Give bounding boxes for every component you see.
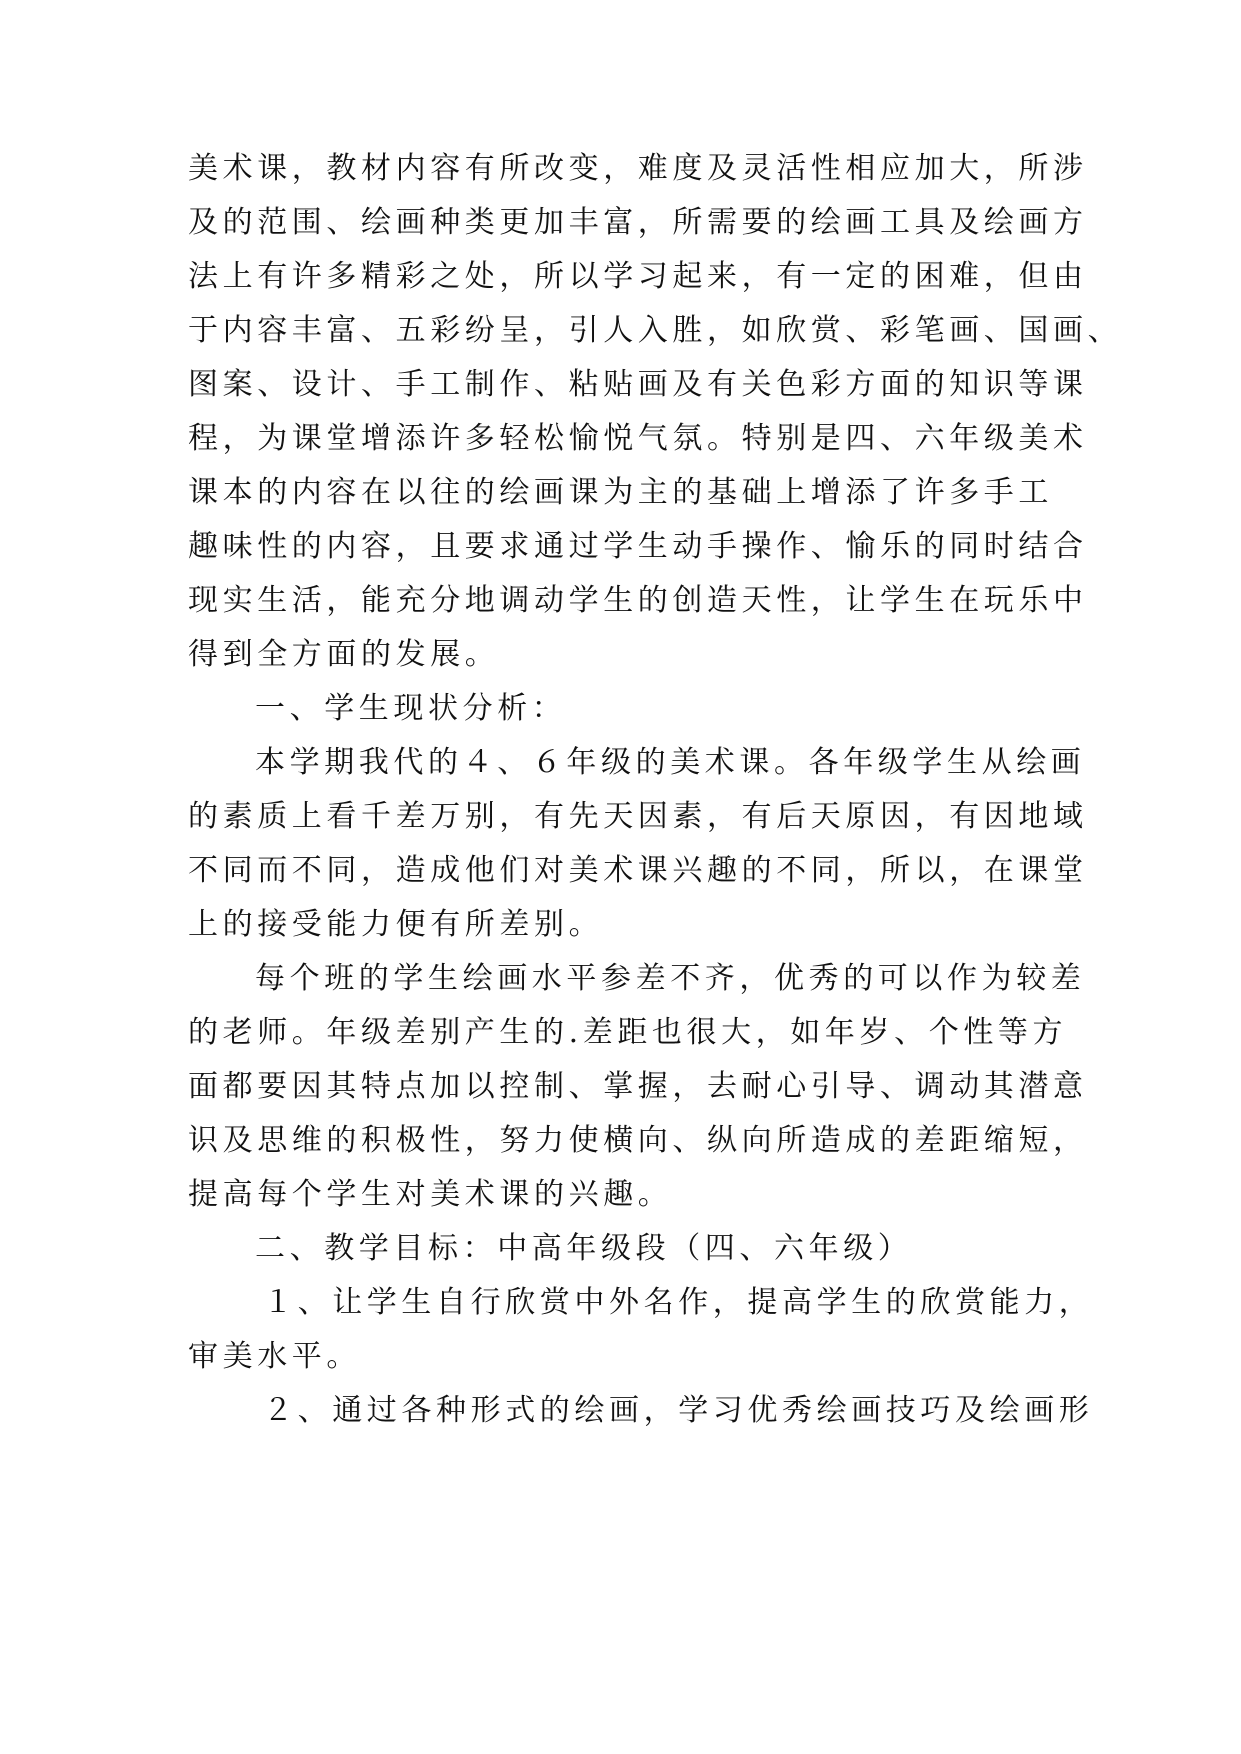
paragraph-line: 趣味性的内容，且要求通过学生动手操作、愉乐的同时结合 [188, 529, 1088, 564]
paragraph-line: 识及思维的积极性，努力使横向、纵向所造成的差距缩短， [188, 1123, 1088, 1158]
section-heading: 一、学生现状分析： [255, 691, 567, 726]
paragraph-line: 每个班的学生绘画水平参差不齐，优秀的可以作为较差 [255, 961, 1086, 996]
section-heading: 二、教学目标：中高年级段（四、六年级） [255, 1231, 913, 1266]
paragraph-line: 法上有许多精彩之处，所以学习起来，有一定的困难，但由 [188, 259, 1088, 294]
paragraph-line: 上的接受能力便有所差别。 [188, 907, 604, 942]
paragraph-line: 程，为课堂增添许多轻松愉悦气氛。特别是四、六年级美术 [188, 421, 1088, 456]
paragraph-line: 得到全方面的发展。 [188, 637, 500, 672]
paragraph-line: 美术课，教材内容有所改变，难度及灵活性相应加大，所涉 [188, 151, 1088, 186]
paragraph-line: 课本的内容在以往的绘画课为主的基础上增添了许多手工 [188, 475, 1053, 510]
paragraph-line: 提高每个学生对美术课的兴趣。 [188, 1177, 673, 1212]
list-item: ２、通过各种形式的绘画，学习优秀绘画技巧及绘画形 [263, 1393, 1094, 1428]
paragraph-line: 及的范围、绘画种类更加丰富，所需要的绘画工具及绘画方 [188, 205, 1088, 240]
paragraph-line: 图案、设计、手工制作、粘贴画及有关色彩方面的知识等课 [188, 367, 1088, 402]
paragraph-line: 的素质上看千差万别，有先天因素，有后天原因，有因地域 [188, 799, 1088, 834]
paragraph-line: 现实生活，能充分地调动学生的创造天性，让学生在玩乐中 [188, 583, 1088, 618]
paragraph-line: 于内容丰富、五彩纷呈，引人入胜，如欣赏、彩笔画、国画、 [188, 313, 1123, 348]
paragraph-line: 的老师。年级差别产生的.差距也很大，如年岁、个性等方 [188, 1015, 1068, 1050]
list-item: １、让学生自行欣赏中外名作，提高学生的欣赏能力， [263, 1285, 1094, 1320]
paragraph-line: 审美水平。 [188, 1339, 361, 1374]
paragraph-line: 不同而不同，造成他们对美术课兴趣的不同，所以，在课堂 [188, 853, 1088, 888]
paragraph-line: 面都要因其特点加以控制、掌握，去耐心引导、调动其潜意 [188, 1069, 1088, 1104]
paragraph-line: 本学期我代的４、６年级的美术课。各年级学生从绘画 [255, 745, 1086, 780]
